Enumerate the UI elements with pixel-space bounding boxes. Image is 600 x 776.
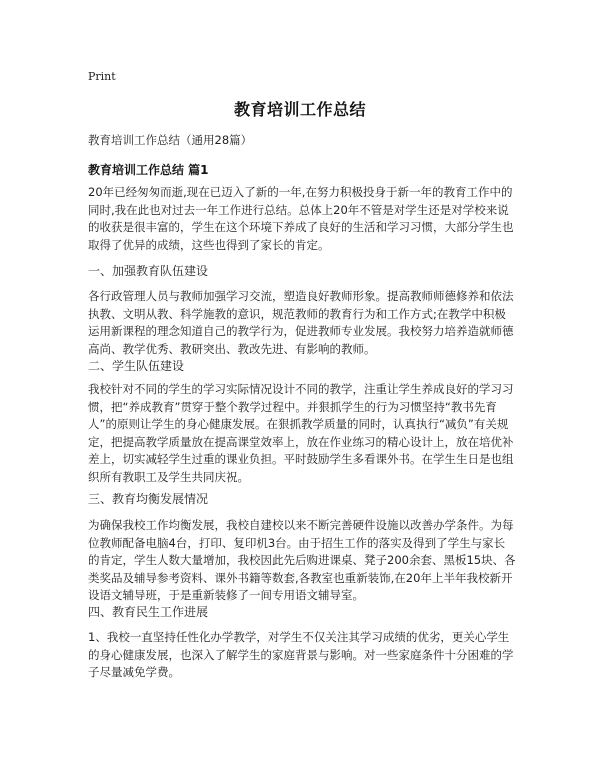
document-subtitle: 教育培训工作总结（通用28篇） xyxy=(88,133,253,147)
section-body-3: 为确保我校工作均衡发展，我校自建校以来不断完善硬件设施以改善办学条件。为每位教师配备电脑4台，打印、复印机3台。由于招生工作的落实及得到了学生与家长的肯定，学生人数大量增加，我校因此先后购进课桌、凳子200余套、黑板15块、各类奖品及辅导参考资料、课外书籍等数套,各教室也重新装饰,在20年上半年我校新开设语文辅导班，于是重新装修了一间专用语文辅导室。 xyxy=(88,518,516,602)
print-label[interactable]: Print xyxy=(88,70,116,83)
document-title: 教育培训工作总结 xyxy=(233,100,366,119)
section-heading-2: 二、学生队伍建设 xyxy=(88,359,185,373)
intro-paragraph: 20年已经匆匆而逝,现在已迈入了新的一年,在努力积极投身于新一年的教育工作中的同时,我在此也对过去一年工作进行总结。总体上20年不管是对学生还是对学校来说的收获是很丰富的，学生在这个环境下养成了良好的生活和学习习惯，大部分学生也取得了优异的成绩，这些也得到了家长的肯定。 xyxy=(88,185,514,252)
part-title: 教育培训工作总结 篇1 xyxy=(88,163,209,177)
section-body-1: 各行政管理人员与教师加强学习交流，塑造良好教师形象。提高教师师德修养和依法执教、文明从教、科学施教的意识，规范教师的教育行为和工作方式;在教学中积极运用新课程的理念知道自己的教学行为，促进教师专业发展。我校努力培养造就师德高尚、教学优秀、教研突出、教改先进、有影响的教师。 xyxy=(88,289,514,356)
section-body-2: 我校针对不同的学生的学习实际情况设计不同的教学，注重让学生养成良好的学习习惯，把“养成教育”贯穿于整个教学过程中。并狠抓学生的行为习惯坚持“教书先育人”的原则让学生的身心健康发展。在狠抓教学质量的同时，认真执行“减负”有关规定，把提高教学质量放在提高课堂效率上，放在作业练习的精心设计上，放在培优补差上，切实减轻学生过重的课业负担。平时鼓励学生多看课外书。在学生生日是也组织所有教职工及学生共同庆祝。 xyxy=(88,382,514,484)
section-body-4: 1、我校一直坚持任性化办学教学，对学生不仅关注其学习成绩的优劣，更关心学生的身心健康发展，也深入了解学生的家庭背景与影响。对一些家庭条件十分困难的学子尽量减免学费。 xyxy=(88,630,514,679)
section-heading-4: 四、教育民生工作进展 xyxy=(88,605,209,619)
section-heading-1: 一、加强教育队伍建设 xyxy=(88,264,209,278)
section-heading-3: 三、教育均衡发展情况 xyxy=(88,492,209,506)
